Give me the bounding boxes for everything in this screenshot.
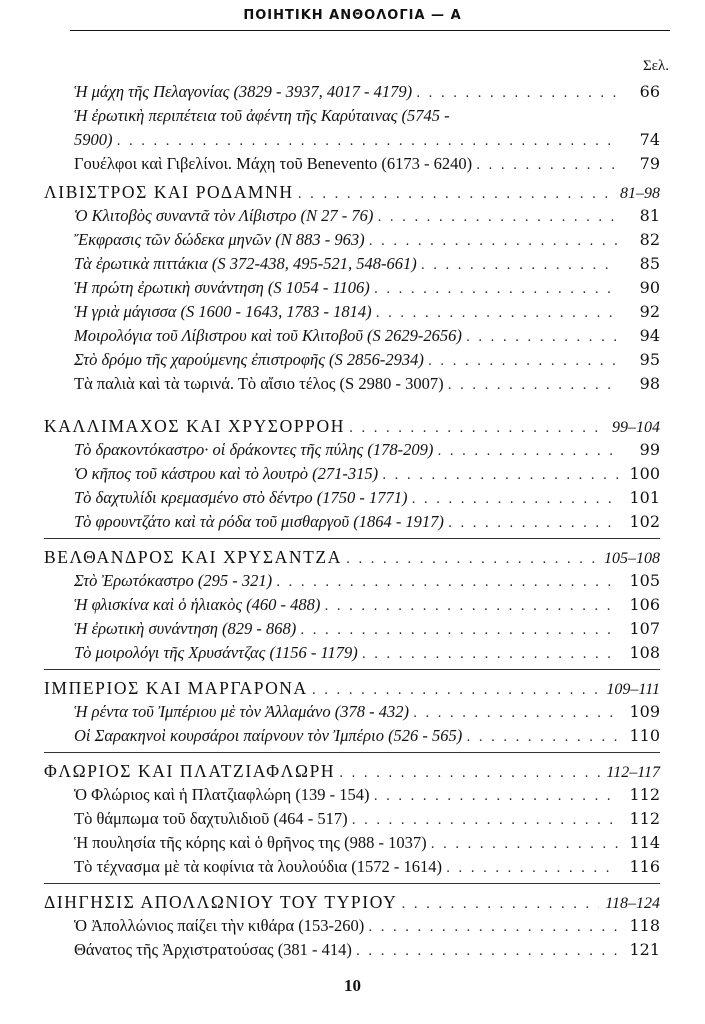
entry-page-number: 94 — [639, 326, 660, 345]
toc-entry — [44, 700, 660, 724]
dot-leader — [369, 230, 618, 254]
toc-entry — [44, 855, 660, 879]
dot-leader — [421, 254, 618, 278]
entry-title: Ἡ ἐρωτικὴ συνάντηση (829 - 868) — [74, 619, 297, 638]
entry-title: 5900) — [74, 130, 113, 149]
entry-title: Ὁ Φλώριος καὶ ἡ Πλατζιαφλώρη (139 - 154) — [74, 785, 370, 804]
dot-leader — [476, 154, 618, 178]
entry-page-number: 112 — [629, 809, 660, 828]
dot-leader — [401, 893, 599, 917]
toc-entry — [44, 938, 660, 962]
running-title: ΠΟΙΗΤΙΚΗ ΑΝΘΟΛΟΓΙΑ — Α — [243, 8, 462, 23]
entry-page-number: 98 — [639, 374, 660, 393]
entry-title: Ἡ πουλησία τῆς κόρης καὶ ὁ θρῆνος της (988 - 1037) — [74, 833, 427, 852]
dot-leader — [416, 82, 618, 106]
dot-leader — [448, 374, 618, 398]
toc-entry — [44, 486, 660, 510]
entry-page-number: 121 — [629, 940, 660, 959]
entry-title: Ὁ Ἀπολλώνιος παίζει τὴν κιθάρα (153-260) — [74, 916, 365, 935]
entry-title: Τὸ φρουντζάτο καὶ τὰ ρόδα τοῦ μισθαργοῦ (1864 - 1917) — [74, 512, 444, 531]
dot-leader — [413, 702, 618, 726]
section-title: ΚΑΛΛΙΜΑΧΟΣ ΚΑΙ ΧΡΥΣΟΡΡΟΗ — [44, 416, 345, 436]
entry-page-number: 112 — [629, 785, 660, 804]
toc-entry-continuation — [44, 128, 660, 152]
entry-title: Γουέλφοι καὶ Γιβελίνοι. Μάχη τοῦ Benevento (6173 - 6240) — [74, 154, 473, 173]
entry-title: Ὁ κῆπος τοῦ κάστρου καὶ τὸ λουτρὸ (271-315) — [74, 464, 379, 483]
entry-page-number: 79 — [639, 154, 660, 173]
dot-leader — [428, 350, 618, 374]
dot-leader — [300, 619, 618, 643]
entry-title: Τὸ θάμπωμα τοῦ δαχτυλιδιοῦ (464 - 517) — [74, 809, 348, 828]
toc-section-heading — [44, 545, 660, 569]
dot-leader — [411, 488, 618, 512]
entry-title: Ἡ ρέντα τοῦ Ἰμπέριου μὲ τὸν Ἀλλαμάνο (378 - 432) — [74, 702, 409, 721]
toc-section-heading — [44, 759, 660, 783]
entry-title: Τὸ μοιρολόγι τῆς Χρυσάντζας (1156 - 1179) — [74, 643, 358, 662]
dot-leader — [437, 440, 618, 464]
dot-leader — [382, 464, 618, 488]
dot-leader — [339, 762, 600, 786]
entry-page-number: 100 — [629, 464, 660, 483]
section-divider — [44, 669, 660, 670]
section-page-range: 112–117 — [606, 764, 660, 781]
entry-page-number: 81 — [639, 206, 660, 225]
toc-entry — [44, 807, 660, 831]
toc-section-heading — [44, 676, 660, 700]
entry-page-number: 105 — [629, 571, 660, 590]
entry-title: Μοιρολόγια τοῦ Λίβιστρου καὶ τοῦ Κλιτοβοῦ (S 2629-2656) — [74, 326, 462, 345]
entry-title: Στὸ δρόμο τῆς χαρούμενης ἐπιστροφῆς (S 2856-2934) — [74, 350, 424, 369]
toc-section-heading — [44, 414, 660, 438]
toc-entry — [44, 724, 660, 748]
toc-entry — [44, 462, 660, 486]
section-page-range: 109–111 — [606, 681, 660, 698]
section-spacer — [44, 396, 660, 410]
toc-entry — [44, 831, 660, 855]
toc-entry — [44, 641, 660, 665]
entry-title: Ἡ γριὰ μάγισσα (S 1600 - 1643, 1783 - 1814) — [74, 302, 372, 321]
entry-title: Ἔκφρασις τῶν δώδεκα μηνῶν (N 883 - 963) — [74, 230, 365, 249]
entry-title: Ἡ πρώτη ἐρωτικὴ συνάντηση (S 1054 - 1106) — [74, 278, 370, 297]
toc-entry — [44, 914, 660, 938]
toc-entry — [44, 372, 660, 396]
dot-leader — [346, 548, 598, 572]
entry-title: Ἡ ἐρωτικὴ περιπέτεια τοῦ ἀφέντη τῆς Καρύταινας (5745 - — [74, 106, 450, 125]
page-number: 10 — [344, 976, 361, 995]
entry-page-number: 82 — [639, 230, 660, 249]
entry-page-number: 102 — [629, 512, 660, 531]
section-divider — [44, 538, 660, 539]
dot-leader — [377, 206, 618, 230]
toc-entry — [44, 104, 660, 128]
section-page-range: 81–98 — [620, 185, 660, 202]
entry-page-number: 74 — [639, 130, 660, 149]
section-title: ΛΙΒΙΣΤΡΟΣ ΚΑΙ ΡΟΔΑΜΝΗ — [44, 182, 294, 202]
entry-page-number: 110 — [629, 726, 660, 745]
dot-leader — [448, 512, 618, 536]
toc-entry — [44, 348, 660, 372]
dot-leader — [466, 726, 618, 750]
toc-entry — [44, 80, 660, 104]
entry-page-number: 116 — [629, 857, 660, 876]
entry-title: Ὁ Κλιτοβὸς συναντᾶ τὸν Λίβιστρο (N 27 - 76) — [74, 206, 374, 225]
entry-page-number: 95 — [639, 350, 660, 369]
section-title: ΦΛΩΡΙΟΣ ΚΑΙ ΠΛΑΤΖΙΑΦΛΩΡΗ — [44, 761, 336, 781]
toc-entry — [44, 204, 660, 228]
toc-entry — [44, 252, 660, 276]
entry-page-number: 107 — [629, 619, 660, 638]
dot-leader — [466, 326, 618, 350]
toc-entry — [44, 438, 660, 462]
section-title: ΙΜΠΕΡΙΟΣ ΚΑΙ ΜΑΡΓΑΡΟΝΑ — [44, 678, 308, 698]
entry-title: Τὸ δαχτυλίδι κρεμασμένο στὸ δέντρο (1750 - 1771) — [74, 488, 408, 507]
toc-entry — [44, 228, 660, 252]
entry-title: Οἱ Σαρακηνοὶ κουρσάροι παίρνουν τὸν Ἰμπέριο (526 - 565) — [74, 726, 463, 745]
toc-entry — [44, 276, 660, 300]
dot-leader — [446, 857, 618, 881]
header-rule — [70, 30, 670, 31]
entry-title: Τὸ τέχνασμα μὲ τὰ κοφίνια τὰ λουλούδια (1572 - 1614) — [74, 857, 443, 876]
section-page-range: 118–124 — [605, 895, 660, 912]
entry-page-number: 106 — [629, 595, 660, 614]
dot-leader — [356, 940, 618, 964]
entry-page-number: 101 — [629, 488, 660, 507]
dot-leader — [431, 833, 618, 857]
dot-leader — [376, 302, 618, 326]
toc-entry — [44, 152, 660, 176]
toc-entry — [44, 324, 660, 348]
toc-entry — [44, 300, 660, 324]
toc-entry — [44, 510, 660, 534]
dot-leader — [362, 643, 618, 667]
section-title: ΒΕΛΘΑΝΔΡΟΣ ΚΑΙ ΧΡΥΣΑΝΤΖΑ — [44, 547, 342, 567]
toc-entry — [44, 593, 660, 617]
entry-page-number: 108 — [629, 643, 660, 662]
toc-section-heading — [44, 890, 660, 914]
entry-page-number: 85 — [639, 254, 660, 273]
section-divider — [44, 752, 660, 753]
entry-title: Τὰ ἐρωτικὰ πιττάκια (S 372-438, 495-521, 548-661) — [74, 254, 417, 273]
section-title: ΔΙΗΓΗΣΙΣ ΑΠΟΛΛΩΝΙΟΥ ΤΟΥ ΤΥΡΙΟΥ — [44, 892, 398, 912]
toc-entry — [44, 783, 660, 807]
dot-leader — [276, 571, 618, 595]
table-of-contents — [44, 80, 660, 962]
toc-entry — [44, 569, 660, 593]
entry-title: Τὰ παλιὰ καὶ τὰ τωρινά. Τὸ αἴσιο τέλος (S 2980 - 3007) — [74, 374, 444, 393]
toc-section-heading — [44, 180, 660, 204]
entry-page-number: 109 — [629, 702, 660, 721]
entry-page-number: 118 — [629, 916, 660, 935]
page-column-label: Σελ. — [642, 58, 669, 74]
entry-page-number: 90 — [639, 278, 660, 297]
section-page-range: 105–108 — [604, 550, 660, 567]
entry-title: Στὸ Ἐρωτόκαστρο (295 - 321) — [74, 571, 273, 590]
entry-page-number: 92 — [639, 302, 660, 321]
dot-leader — [117, 130, 619, 154]
entry-title: Ἡ φλισκίνα καὶ ὁ ἡλιακὸς (460 - 488) — [74, 595, 321, 614]
entry-title: Ἡ μάχη τῆς Πελαγονίας (3829 - 3937, 4017 - 4179) — [74, 82, 413, 101]
section-divider — [44, 883, 660, 884]
entry-title: Τὸ δρακοντόκαστρο· οἱ δράκοντες τῆς πύλης (178-209) — [74, 440, 434, 459]
dot-leader — [374, 785, 618, 809]
entry-title: Θάνατος τῆς Ἀρχιστρατούσας (381 - 414) — [74, 940, 352, 959]
entry-page-number: 99 — [639, 440, 660, 459]
toc-entry — [44, 617, 660, 641]
dot-leader — [352, 809, 618, 833]
section-page-range: 99–104 — [612, 419, 660, 436]
entry-page-number: 114 — [629, 833, 660, 852]
entry-page-number: 66 — [639, 82, 660, 101]
dot-leader — [374, 278, 618, 302]
dot-leader — [368, 916, 618, 940]
dot-leader — [324, 595, 618, 619]
